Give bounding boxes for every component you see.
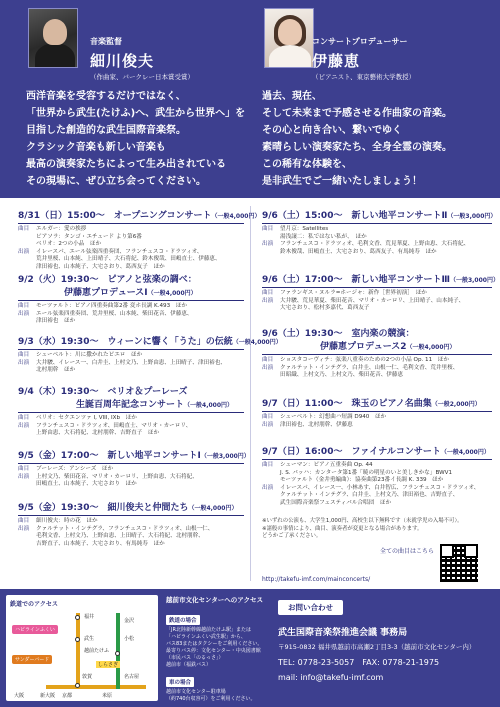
all-programs-link[interactable]: 全ての曲目はこちら	[380, 548, 435, 555]
event-new-horizon-3: 9/6（土）17:00～ 新しい地平コンサートⅢ（一般3,000円） 曲目 ファランギス・ヌルラ=ホージャ：新作［世界初演］ ほか 出演 大井駿、荒見華夏、柴田花音、マリオ・カーロリ、上田晴子、山本純子、 大宅さおり、松村多嘉代、葛西友子	[262, 275, 499, 312]
producer-role: コンサートプロデューサー	[312, 37, 408, 46]
contact-info	[278, 595, 494, 682]
event-berio-boulez: 9/4（木）19:30～ ベリオ＆プーレーズ 生誕百周年記念コンサート（一般4,000円） 曲目 ベリオ：セクエンツァ I, VIII, IXb ほか 出演 フランチェスコ・ドラツィオ、田嶋直士、マリオ・カーロリ、 上野由恵、大石将紀、北村朋幹、吉野直子 ほか	[18, 384, 244, 438]
event-opening: 8/31（日）15:00～ オープニングコンサート（一般4,000円） 曲目 エルガー：愛の挨拶 ビアソラ：タンゴ・エチュード より第6番 ベリオ：2つの小品 ほか 出演 イレースパ、エール弦楽四重奏団、フランチェスコ・ドラツィオ、 荒井里桜、山本純、上田晴子、大石将紀、鈴木俊哉、田嶋直士、伊藤恵、 津田裕也、山本純子、大宅さおり、葛西友子 ほか	[18, 211, 261, 270]
event-piano-strings-1: 9/2（火）19:30～ ピアノと弦楽の調べ： 伊藤恵プロデュースⅠ（一般4,000円） 曲目 モーツァルト：ピアノ四重奏曲第2番 変ホ長調 K.493 ほか 出演 エール弦楽四重奏団、荒井里桜、山本純、柴田花音、伊藤恵、 津田裕也 ほか	[18, 272, 244, 326]
director-role: 音楽監督	[90, 37, 122, 46]
event-new-horizon-2: 9/6（土）15:00～ 新しい地平コンサートⅡ（一般3,000円） 曲目 望月京：Satellites 湯浅譲二：私ではない私が、 ほか 出演 フランチェスコ・ドラツィオ、毛利文香、荒見華夏、上野由恵、大石将紀、 鈴木俊哉、田嶋直士、大宅さおり、葛西友子、有馬純寿 ほか	[262, 211, 497, 255]
event-hosokawa-friends: 9/5（金）19:30～ 細川俊夫と仲間たち（一般4,000円） 曲目 細川俊夫：時の花 ほか 出演 クァルテット・インテグラ、フランチェスコ・ドラツィオ、山根一仁、 毛利文香、上村文乃、上野由恵、上田晴子、大石将紀、北村朋幹、 吉野直子、山本純子、大宅さおり、有馬純寿 ほか	[18, 500, 244, 548]
access-contact-section	[0, 589, 500, 707]
hapiline-tag: ハピラインふくい	[12, 625, 58, 634]
venue-access: 越前市文化センターへのアクセス 鉄道の場合 「JR北陸新幹線越前たけふ駅」または 「ハピラインふくい武生駅」から、 バス83またはタクシーをご利用ください。 最寄りバス停：文化センター・中央図書館 （市民バス「のるっさ」） 越前市（福鉄バス） 車の場合 越前市文化センター駐車場 （約740台収容可）をご利用ください。	[166, 596, 264, 702]
director-message: 西洋音楽を受容するだけではなく、 「世界から武生(たけふ)へ、武生から世界へ」を 目指した創造的な武生国際音楽祭。 クラシック音楽も新しい音楽も 最高の演奏家たちによって生み出されている その現場に、ぜひ立ち会ってください。	[26, 91, 246, 187]
qr-code[interactable]	[440, 544, 478, 582]
producer-name: 伊藤恵	[312, 52, 361, 70]
concerts-url-link[interactable]: http://takefu-imf.com/mainconcerts/	[262, 576, 371, 583]
contact-email[interactable]: mail: info@takefu-imf.com	[278, 673, 384, 682]
event-new-horizon-1: 9/5（金）17:00～ 新しい地平コンサートⅠ（一般3,000円） 曲目 ブーレーズ：アンシーズ ほか 出演 上村文乃、柴田花音、マリオ・カーロリ、上野由恵、大石将紀、 田嶋直士、山本純子、大宅さおり ほか	[18, 451, 250, 488]
event-chamber-music: 9/6（土）19:30～ 室内楽の競演： 伊藤恵プロデュース2（一般4,000円） 曲目 ショスタコーヴィチ：弦楽八重奏のための2つの小品 Op. 11 ほか 出演 クァルテット・インテグラ、白井圭、山根一仁、毛利文香、荒井里桜、 田昭織、上村文乃、上村文乃、柴田花音、伊藤恵	[262, 326, 492, 380]
director-name: 細川俊夫	[90, 52, 155, 70]
producers-section	[0, 0, 500, 198]
ito-photo	[264, 8, 314, 68]
contact-org: 武生国際音楽祭推進会議 事務局	[278, 628, 408, 638]
event-vienna: 9/3（水）19:30～ ウィーンに響く「うた」の伝統（一般4,000円） 曲目 シューベルト：川に撒かれたピエロ ほか 出演 大井駿、イレース一、白井圭、上村文乃、上野由恵、上田晴子、津田裕也、 北村朋幹 ほか	[18, 337, 282, 374]
producer-desc: （ピアニスト、東京藝術大学教授）	[312, 73, 416, 81]
column-divider	[250, 206, 251, 581]
event-piano-masterpieces: 9/7（日）11:00～ 珠玉のピアノ名曲集（一般2,000円） 曲目 シューベルト：幻想曲ハ短調 D940 ほか 出演 津田裕也、北村朋幹、伊藤恵	[262, 396, 492, 429]
contact-phone[interactable]: TEL: 0778-23-5057 FAX: 0778-21-1975	[278, 658, 440, 667]
producer-message: 過去、現在、 そして未来まで予感させる作曲家の音楽。 その心と向き合い、繋いでゆく 素晴らしい演奏家たち、全身全霊の演奏。 この稀有な体験を、 是非武生でご一緒いたしましょう！	[262, 91, 452, 187]
railway-map: 鉄道でのアクセス ハピラインふくい サンダーバード 福井 武生 越前たけふ しらさぎ 金沢 小松 敦賀 名古屋 京都 新大阪 米原 大阪	[6, 595, 158, 701]
contact-heading: お問い合わせ	[278, 600, 343, 615]
event-final-concert: 9/7（日）16:00～ ファイナルコンサート（一般4,000円） 曲目 シューマン：ピアノ五重奏曲 Op. 44 J. S. バッハ：カンタータ第1番「暁の明星のいと美しきかな」BWV1 モーツァルト（金井勇編曲）：協奏曲第23番イ長調 K. 339 ほか 出演 イレースパ、イレース一、小林あす、白井智広、フランチェスコ・ドラツィオ、 クァルテット・インテグラ、白井圭、上村文乃、津田裕也、吉野直子、 武生国際音楽祭フェスティバル合唱団 ほか	[262, 444, 492, 508]
director-desc: （作曲家、バークレー日本賞受賞）	[90, 73, 194, 81]
contact-address: 〒915-0832 福井県越前市高瀬2丁目3-3（越前市文化センター内）	[278, 643, 476, 651]
hosokawa-photo	[28, 8, 78, 68]
ticket-notes: ※いずれの公演も、大学生1,000円、高校生以下無料です（未就学児の入場不可）。 ※諸般の事情により、曲目、演奏者が変更となる場合があります。 どうかご了承ください。	[262, 518, 463, 539]
thunderbird-tag: サンダーバード	[12, 655, 52, 664]
concert-schedule	[0, 198, 500, 589]
